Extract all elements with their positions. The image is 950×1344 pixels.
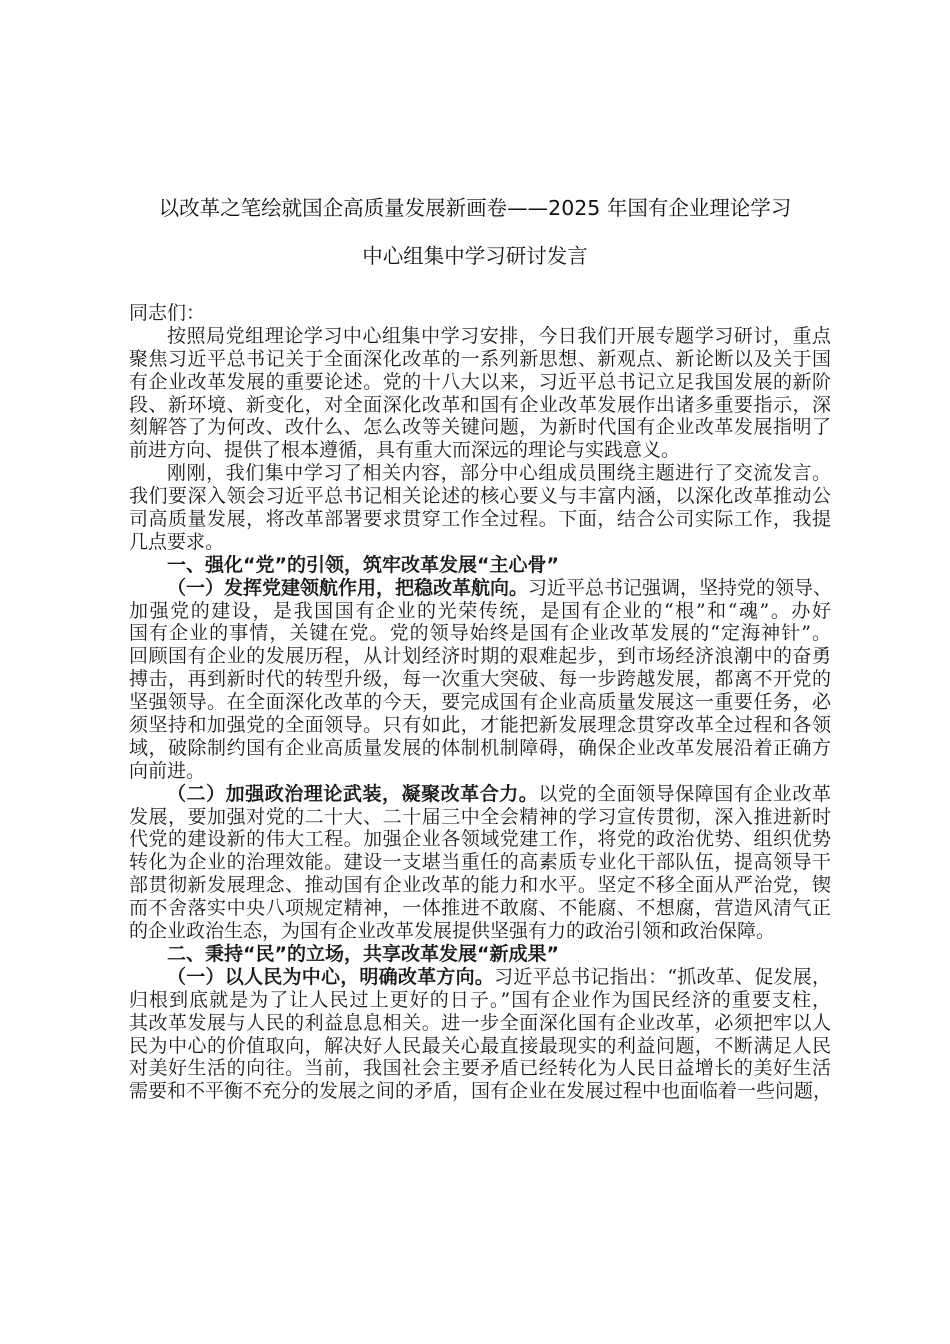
paragraph-line: 段、新环境、新变化，对全面深化改革和国有企业改革发展作出诸多重要指示，深 xyxy=(129,393,831,416)
paragraph-section-1-1 xyxy=(129,577,831,783)
paragraph-section-2-1 xyxy=(129,966,831,1103)
paragraph-line: 而不舍落实中央八项规定精神，一体推进不敢腐、不能腐、不想腐，营造风清气正 xyxy=(129,897,831,920)
subheading-lead: （二）加强政治理论武装，凝聚改革合力。 xyxy=(167,782,539,805)
paragraph-line: 向前进。 xyxy=(129,759,206,782)
paragraph-line: 加强党的建设，是我国国有企业的光荣传统，是国有企业的“根”和“魂”。办好 xyxy=(129,599,831,622)
salutation: 同志们： xyxy=(129,302,206,324)
paragraph-line: 回顾国有企业的发展历程，从计划经济时期的艰难起步，到市场经济浪潮中的奋勇 xyxy=(129,645,831,668)
paragraph-line: 需要和不平衡不充分的发展之间的矛盾，国有企业在发展过程中也面临着一些问题， xyxy=(129,1080,833,1103)
paragraph-line xyxy=(129,966,831,989)
paragraph-line: 国有企业的事情，关键在党。党的领导始终是国有企业改革发展的“定海神针”。 xyxy=(129,622,831,645)
section-heading-2: 二、秉持“民”的立场，共享改革发展“新成果” xyxy=(167,942,559,965)
paragraph-line: 聚焦习近平总书记关于全面深化改革的一系列新思想、新观点、新论断以及关于国 xyxy=(129,347,831,370)
paragraph-line: 几点要求。 xyxy=(129,530,225,553)
paragraph-line: 须坚持和加强党的全面领导。只有如此，才能把新发展理念贯穿改革全过程和各领 xyxy=(129,714,831,737)
paragraph-line: 搏击，再到新时代的转型升级，每一次重大突破、每一步跨越发展，都离不开党的 xyxy=(129,668,831,691)
paragraph-line: 发展，要加强对党的二十大、二十届三中全会精神的学习宣传贯彻，深入推进新时 xyxy=(129,805,831,828)
paragraph-line: 对美好生活的向往。当前，我国社会主要矛盾已经转化为人民日益增长的美好生活 xyxy=(129,1057,831,1080)
paragraph-line: 其改革发展与人民的利益息息相关。进一步全面深化国有企业改革，必须把牢以人 xyxy=(129,1011,831,1034)
document-title-line-2: 中心组集中学习研讨发言 xyxy=(362,244,588,268)
paragraph-line xyxy=(129,783,831,806)
paragraph-line: 归根到底就是为了让人民过上更好的日子。”国有企业作为国民经济的重要支柱， xyxy=(129,988,831,1011)
paragraph-line: 前进方向、提供了根本遵循，具有重大而深远的理论与实践意义。 xyxy=(129,439,681,462)
paragraph-line: 转化为企业的治理效能。建设一支堪当重任的高素质专业化干部队伍，提高领导干 xyxy=(129,851,831,874)
paragraph-line: 司高质量发展，将改革部署要求贯穿工作全过程。下面，结合公司实际工作，我提 xyxy=(129,508,831,531)
document-title-line-1: 以改革之笔绘就国企高质量发展新画卷——2025 年国有企业理论学习 xyxy=(158,196,792,220)
subheading-lead: （一）以人民为中心，明确改革方向。 xyxy=(167,965,495,988)
paragraph-line: 的企业政治生态，为国有企业改革发展提供坚强有力的政治引领和政治保障。 xyxy=(129,920,776,943)
paragraph-line: 域，破除制约国有企业高质量发展的体制机制障碍，确保企业改革发展沿着正确方 xyxy=(129,736,831,759)
paragraph-line: 坚强领导。在全面深化改革的今天，要完成国有企业高质量发展这一重要任务，必 xyxy=(129,691,831,714)
section-heading-1: 一、强化“党”的引领，筑牢改革发展“主心骨” xyxy=(167,553,559,576)
paragraph-text: 习近平总书记指出：“抓改革、促发展， xyxy=(494,965,831,988)
paragraph-line: 刻解答了为何改、改什么、怎么改等关键问题，为新时代国有企业改革发展指明了 xyxy=(129,416,831,439)
paragraph-context xyxy=(129,462,831,554)
paragraph-text: 习近平总书记强调，坚持党的领导、 xyxy=(528,576,833,599)
document-body xyxy=(129,302,831,1103)
paragraph-line: 部贯彻新发展理念、推动国有企业改革的能力和水平。坚定不移全面从严治党，锲 xyxy=(129,874,831,897)
paragraph-line: 代党的建设新的伟大工程。加强企业各领域党建工作，将党的政治优势、组织优势 xyxy=(129,828,831,851)
paragraph-line xyxy=(129,577,831,600)
paragraph-line: 民为中心的价值取向，解决好人民最关心最直接最现实的利益问题，不断满足人民 xyxy=(129,1034,831,1057)
paragraph-line: 按照局党组理论学习中心组集中学习安排，今日我们开展专题学习研讨，重点 xyxy=(167,324,831,347)
paragraph-intro xyxy=(129,325,831,462)
paragraph-section-1-2 xyxy=(129,783,831,943)
paragraph-text: 以党的全面领导保障国有企业改革 xyxy=(538,782,831,805)
subheading-lead: （一）发挥党建领航作用，把稳改革航向。 xyxy=(167,576,529,599)
paragraph-line: 刚刚，我们集中学习了相关内容，部分中心组成员围绕主题进行了交流发言。 xyxy=(167,462,831,485)
paragraph-line: 有企业改革发展的重要论述。党的十八大以来，习近平总书记立足我国发展的新阶 xyxy=(129,370,831,393)
paragraph-line: 我们要深入领会习近平总书记相关论述的核心要义与丰富内涵，以深化改革推动公 xyxy=(129,485,831,508)
